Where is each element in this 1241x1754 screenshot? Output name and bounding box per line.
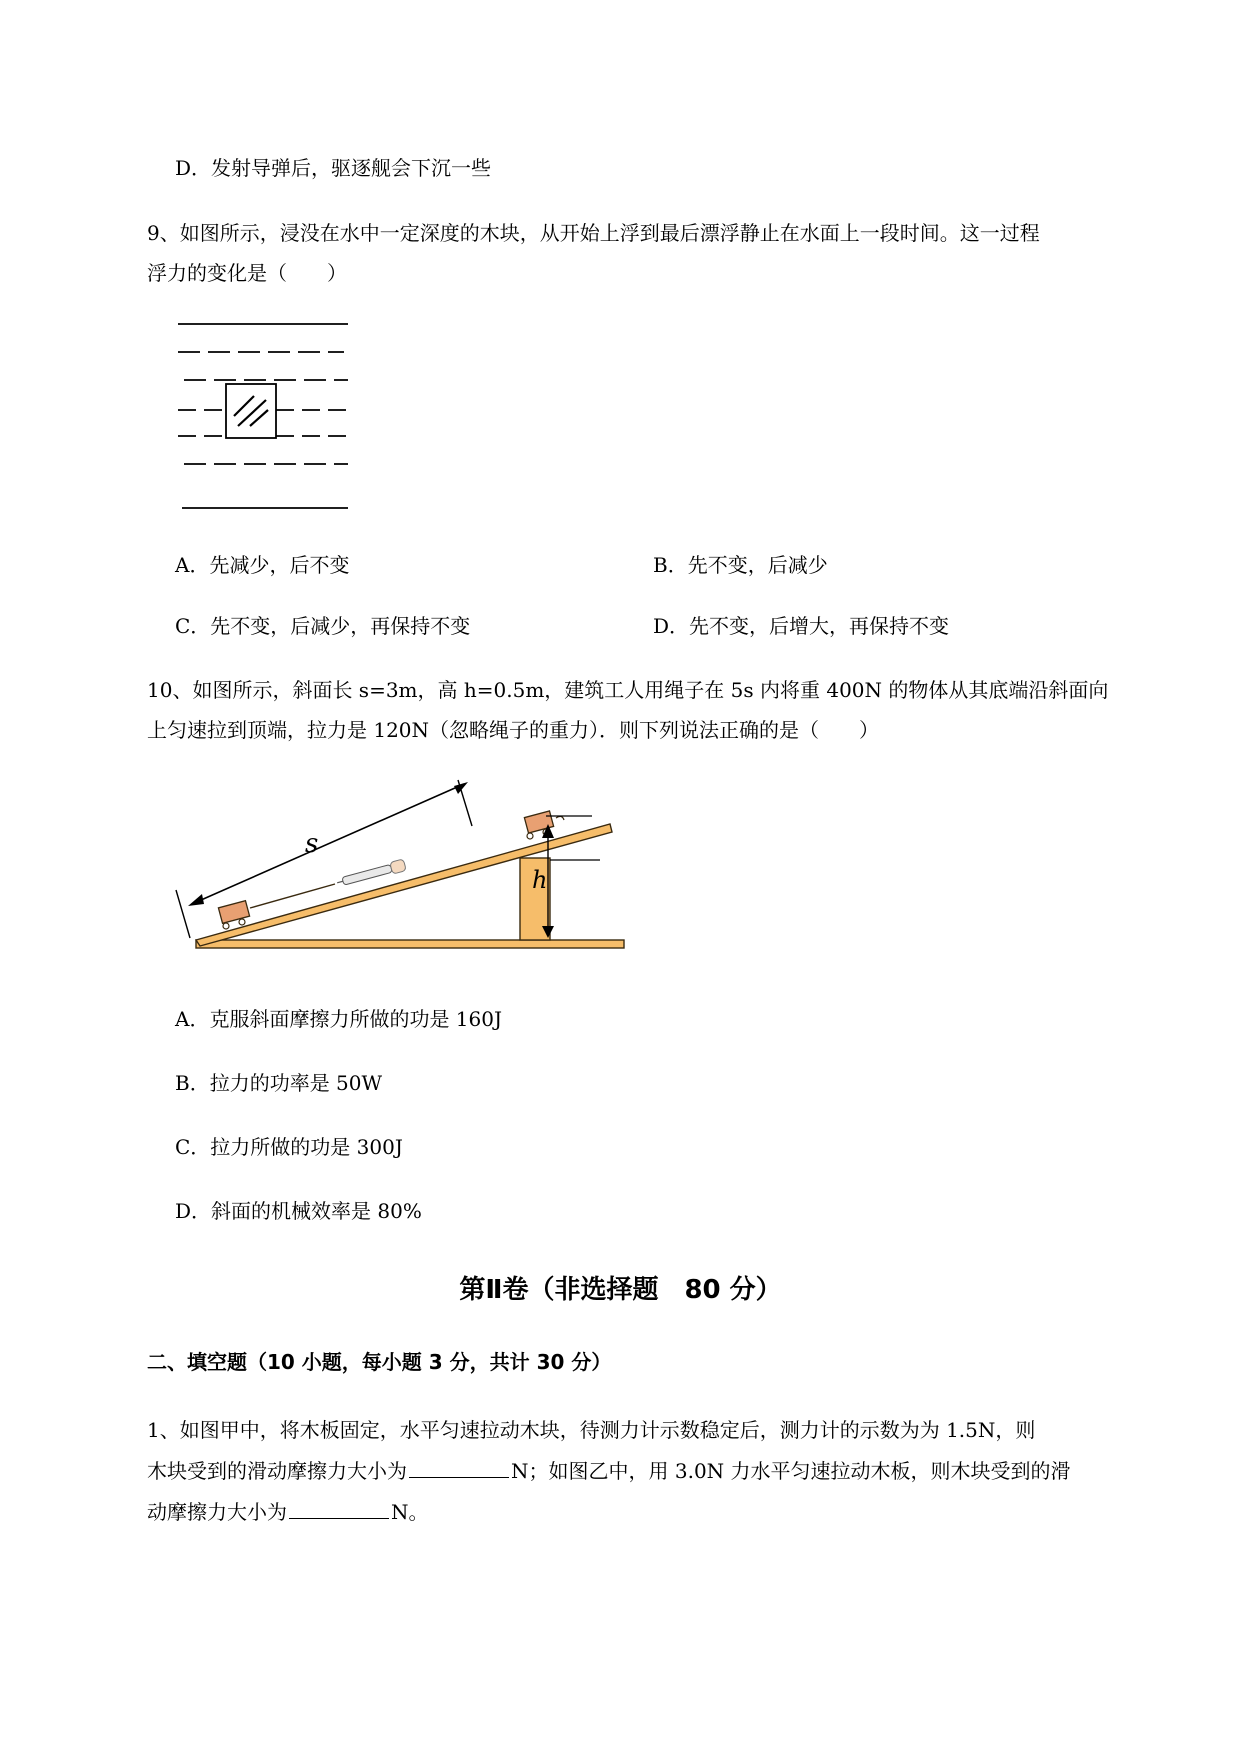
- answer-blank-1[interactable]: [409, 1459, 509, 1478]
- fill-q1-line3: [147, 1492, 1157, 1532]
- fill-q1-line2-text-b: N；如图乙中，用 3.0N 力水平匀速拉动木板，则木块受到的滑: [511, 1459, 1071, 1483]
- fill-q1-line2: [147, 1451, 1157, 1491]
- label-s: s: [305, 829, 319, 859]
- q10-option-c: C．拉力所做的功是 300J: [175, 1135, 403, 1159]
- q10-figure-incline: [180, 780, 640, 960]
- q10-option-a: A．克服斜面摩擦力所做的功是 160J: [175, 1007, 502, 1031]
- fill-q1-line1: 1、如图甲中，将木板固定，水平匀速拉动木块，待测力计示数稳定后，测力计的示数为为 1.5N，则: [147, 1418, 1036, 1442]
- q9-stem-line2: 浮力的变化是（ ）: [147, 261, 347, 285]
- q10-option-b: B．拉力的功率是 50W: [175, 1071, 383, 1095]
- fill-q1-line2-text-a: 木块受到的滑动摩擦力大小为: [147, 1459, 407, 1483]
- q9-figure-water-block: [176, 318, 351, 518]
- volume-title: 第Ⅱ卷（非选择题 80 分）: [459, 1275, 782, 1305]
- q9-option-d: D．先不变，后增大，再保持不变: [653, 614, 950, 638]
- fill-q1-line3-text-b: N。: [391, 1500, 429, 1524]
- q9-option-a: A．先减少，后不变: [175, 553, 350, 577]
- q9-option-b: B．先不变，后减少: [653, 553, 828, 577]
- q10-option-d: D．斜面的机械效率是 80%: [175, 1199, 422, 1223]
- q10-stem-line2: 上匀速拉到顶端，拉力是 120N（忽略绳子的重力）．则下列说法正确的是（ ）: [147, 718, 880, 742]
- label-h: h: [532, 866, 548, 894]
- fill-q1-line3-text-a: 动摩擦力大小为: [147, 1500, 287, 1524]
- q9-option-c: C．先不变，后减少，再保持不变: [175, 614, 471, 638]
- section-heading: 二、填空题（10 小题，每小题 3 分，共计 30 分）: [147, 1350, 612, 1374]
- incline-base: [196, 940, 624, 948]
- cart-bottom: [218, 901, 249, 929]
- prev-question-option-d: D．发射导弹后，驱逐舰会下沉一些: [175, 156, 492, 180]
- q9-stem-line1: 9、如图所示，浸没在水中一定深度的木块，从开始上浮到最后漂浮静止在水面上一段时间。这一过程: [147, 221, 1040, 245]
- q10-stem-line1: 10、如图所示，斜面长 s=3m，高 h=0.5m，建筑工人用绳子在 5s 内将重 400N 的物体从其底端沿斜面向: [147, 678, 1109, 702]
- answer-blank-2[interactable]: [289, 1500, 389, 1519]
